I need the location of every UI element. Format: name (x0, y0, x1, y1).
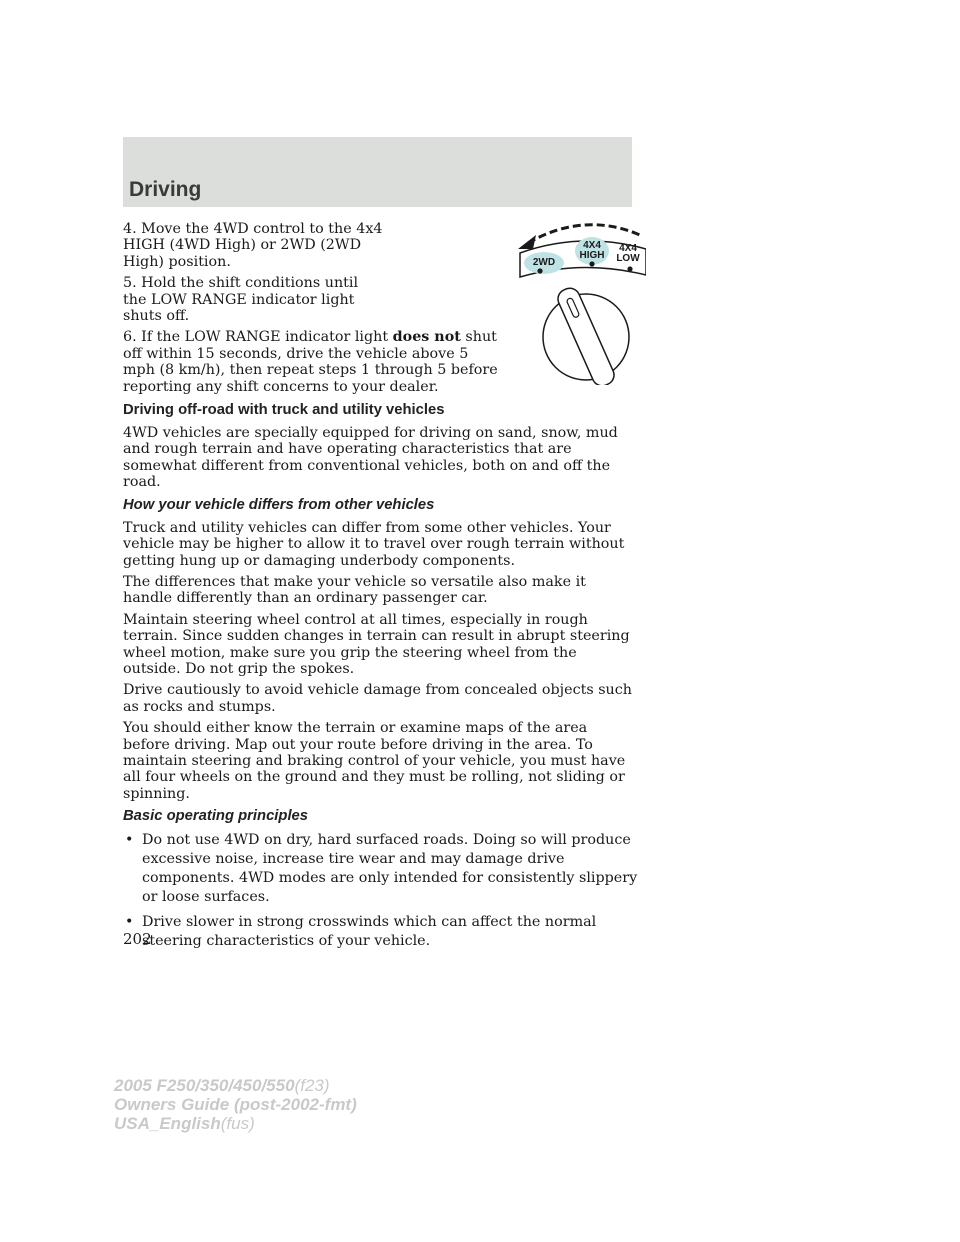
label-2wd: 2WD (532, 257, 556, 268)
footer-line-1 (114, 1076, 357, 1095)
document-footer (114, 1076, 357, 1133)
position-dot-4x4-low (627, 266, 632, 271)
footer-model: 2005 F250/350/450/550 (114, 1076, 295, 1095)
label-4x4-high-1: 4X4 (583, 240, 601, 251)
offroad-paragraph: 4WD vehicles are specially equipped for driving on sand, snow, mud and rough terrain and have operating characteristics that are somewhat different from conventional vehicles, both on and off the road. (123, 425, 618, 491)
step-5: 5. Hold the shift conditions until the LOW RANGE indicator light shuts off. (123, 275, 359, 325)
offroad-heading: Driving off-road with truck and utility vehicles (123, 402, 445, 419)
label-4x4-low-2: LOW (616, 253, 640, 264)
differs-paragraph: Truck and utility vehicles can differ from some other vehicles. Your vehicle may be higher to allow it to travel over rough terrain without getting hung up or damaging underbody components. (123, 519, 625, 569)
principles-heading: Basic operating principles (123, 808, 309, 825)
differs-heading: How your vehicle differs from other vehicles (123, 496, 435, 513)
step-6-rest: shut off within 15 seconds, drive the vehicle above 5 mph (8 km/h), then repeat steps 1 through 5 before reporting any shift concerns to your dealer. (123, 329, 498, 395)
page-number: 202 (123, 930, 152, 948)
footer-language-code: (fus) (220, 1114, 255, 1133)
list-item-text: Do not use 4WD on dry, hard surfaced roads. Doing so will produce excessive noise, increase tire wear and may damage drive components. 4WD modes are only intended for consistently slippery or loose surfaces. (142, 832, 638, 906)
differs-paragraph: You should either know the terrain or examine maps of the area before driving. Map out your route before driving in the area. To maintain steering and braking control of your vehicle, you must have all four wheels on the ground and they must be rolling, not sliding or spinning. (123, 720, 626, 802)
footer-model-code: (f23) (294, 1076, 330, 1095)
label-4x4-low-1: 4X4 (619, 243, 637, 254)
step-6-prefix: 6. If the LOW RANGE indicator light (123, 329, 389, 346)
page-content (123, 221, 638, 957)
list-item (123, 831, 638, 907)
4wd-control-illustration (506, 215, 646, 385)
section-title: Driving (129, 178, 202, 201)
position-dot-2wd (537, 268, 542, 273)
differs-paragraph: Drive cautiously to avoid vehicle damage from concealed objects such as rocks and stumps. (123, 682, 632, 715)
principles-list (123, 831, 638, 951)
footer-line-3 (114, 1114, 357, 1133)
differs-paragraph: Maintain steering wheel control at all times, especially in rough terrain. Since sudden changes in terrain can result in abrupt steering wheel motion, make sure you grip the steering wheel from the outside. Do not grip the spokes. (123, 611, 630, 677)
position-dot-4x4-high (589, 261, 594, 266)
footer-language: USA_English (114, 1114, 221, 1133)
step-6-emphasis: does not (392, 329, 461, 346)
arrowhead-icon (518, 235, 536, 249)
step-4: 4. Move the 4WD control to the 4x4 HIGH (4WD High) or 2WD (2WD High) position. (123, 221, 383, 270)
label-4x4-high-2: HIGH (579, 250, 605, 261)
footer-line-2: Owners Guide (post-2002-fmt) (114, 1095, 357, 1114)
list-item (123, 913, 638, 951)
differs-paragraph: The differences that make your vehicle so versatile also make it handle differently than an ordinary passenger car. (123, 573, 586, 607)
list-item-text: Drive slower in strong crosswinds which can affect the normal steering characteristics of your vehicle. (142, 914, 597, 950)
bullet-icon: • (125, 832, 134, 849)
bullet-icon: • (125, 914, 134, 931)
